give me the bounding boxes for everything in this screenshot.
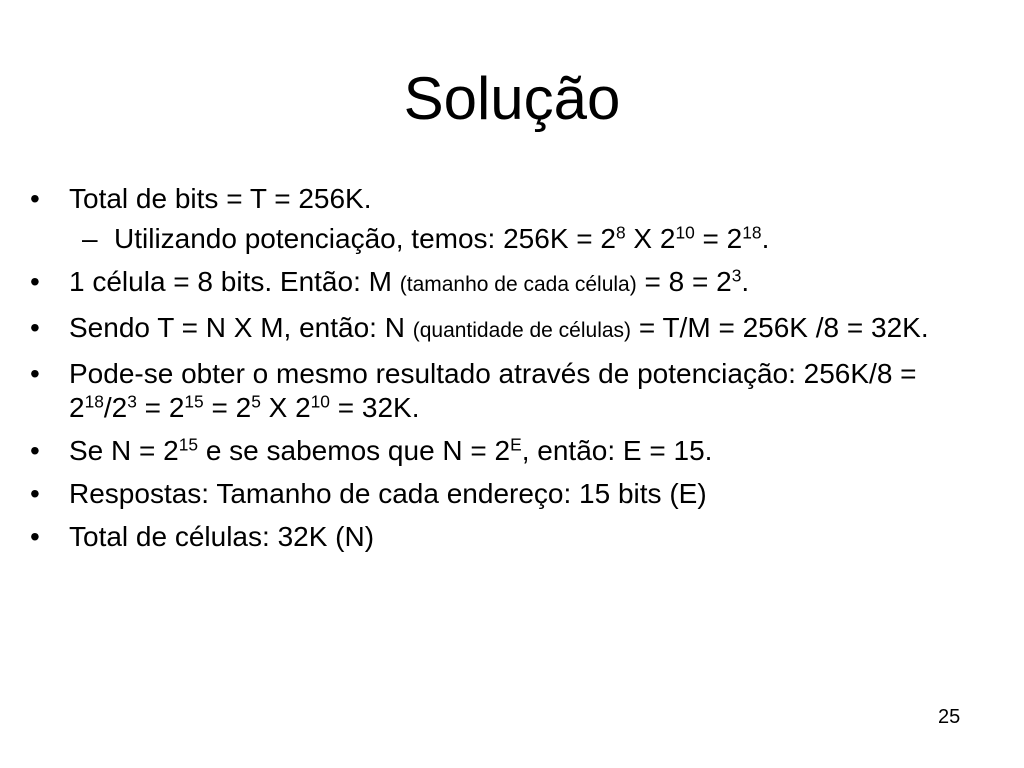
dash-icon: – bbox=[82, 223, 98, 254]
item-text-b: = 8 = 2 bbox=[636, 266, 732, 297]
bullet-item-total-celulas bbox=[30, 520, 990, 554]
bullet-icon: • bbox=[30, 358, 40, 389]
sub-text-b: X 2 bbox=[625, 223, 676, 254]
page-number: 25 bbox=[938, 706, 961, 728]
item-text-a: 1 célula = 8 bits. Então: M bbox=[69, 266, 400, 297]
superscript: 3 bbox=[127, 391, 137, 412]
bullet-icon: • bbox=[30, 435, 40, 466]
item-text-f: = 32K. bbox=[329, 392, 420, 423]
superscript: 5 bbox=[251, 391, 261, 412]
bullet-icon: • bbox=[30, 521, 40, 552]
item-text-c: . bbox=[741, 266, 750, 297]
sub-item-potenciacao bbox=[30, 222, 990, 256]
bullet-item-sendo bbox=[30, 311, 990, 348]
item-note: (quantidade de células) bbox=[412, 319, 632, 342]
item-text: Total de bits = T = 256K. bbox=[69, 183, 372, 214]
slide-title: Solução bbox=[403, 65, 621, 132]
item-text-b: /2 bbox=[103, 392, 128, 423]
item-text-e: X 2 bbox=[260, 392, 311, 423]
superscript: 18 bbox=[742, 222, 762, 243]
item-text-a: Sendo T = N X M, então: N bbox=[69, 312, 413, 343]
superscript: 15 bbox=[178, 434, 199, 455]
superscript: E bbox=[510, 434, 522, 455]
bullet-icon: • bbox=[30, 183, 40, 214]
bullet-item-celula bbox=[30, 265, 990, 302]
bullet-icon: • bbox=[30, 266, 40, 297]
item-text-a: Pode-se obter o mesmo resultado através de potenciação: 256K/8 = 2 bbox=[69, 358, 917, 423]
superscript: 10 bbox=[310, 391, 330, 412]
bullet-item-se-n bbox=[30, 434, 990, 468]
item-text-b: = T/M = 256K /8 = 32K. bbox=[631, 312, 929, 343]
item-text: Total de células: 32K (N) bbox=[69, 521, 375, 552]
item-text-b: e se sabemos que N = 2 bbox=[198, 435, 511, 466]
bullet-icon: • bbox=[30, 312, 40, 343]
superscript: 10 bbox=[675, 222, 695, 243]
item-text-c: , então: E = 15. bbox=[521, 435, 713, 466]
item-text: Respostas: Tamanho de cada endereço: 15 bits (E) bbox=[69, 478, 707, 509]
slide-content bbox=[30, 182, 990, 563]
sub-text-a: Utilizando potenciação, temos: 256K = 2 bbox=[114, 223, 616, 254]
superscript: 3 bbox=[731, 265, 742, 286]
bullet-icon: • bbox=[30, 478, 40, 509]
item-text-a: Se N = 2 bbox=[69, 435, 179, 466]
sub-text-c: = 2 bbox=[694, 223, 743, 254]
superscript: 18 bbox=[84, 391, 104, 412]
bullet-item-pode-se bbox=[30, 357, 990, 425]
item-text-d: = 2 bbox=[203, 392, 252, 423]
item-text-c: = 2 bbox=[136, 392, 185, 423]
superscript: 8 bbox=[615, 222, 626, 243]
item-note: (tamanho de cada célula) bbox=[399, 273, 637, 296]
bullet-item-total-bits bbox=[30, 182, 990, 216]
superscript: 15 bbox=[184, 391, 204, 412]
bullet-item-respostas bbox=[30, 477, 990, 511]
sub-text-d: . bbox=[761, 223, 770, 254]
